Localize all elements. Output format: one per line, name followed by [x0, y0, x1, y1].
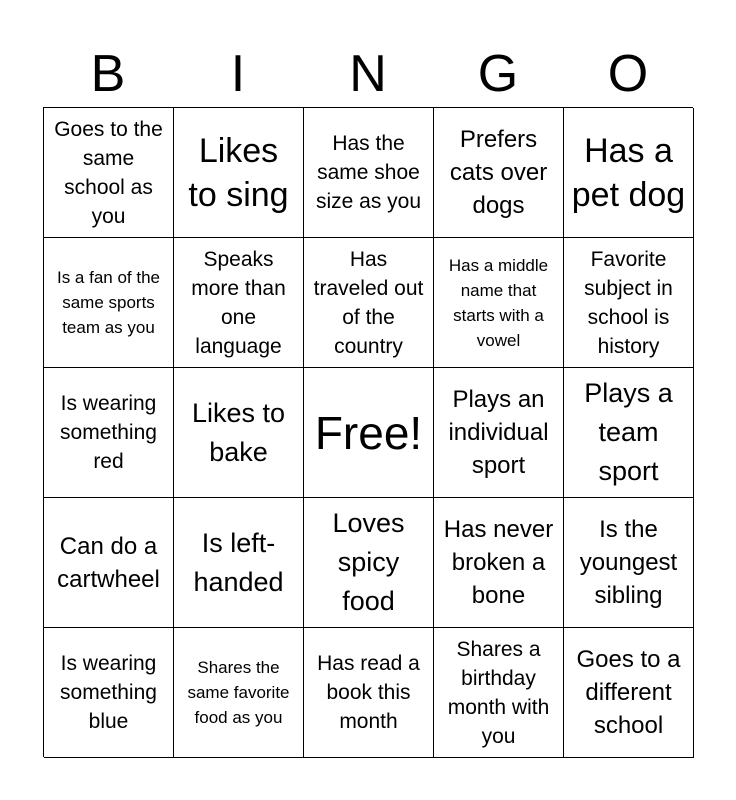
- bingo-cell[interactable]: [434, 368, 564, 498]
- header-letter-i: I: [230, 45, 246, 103]
- bingo-board: [43, 107, 693, 757]
- bingo-cell[interactable]: [44, 108, 174, 238]
- free-space-cell[interactable]: [304, 368, 434, 498]
- cell-text: Goes to the same school as you: [54, 117, 163, 228]
- bingo-cell[interactable]: [44, 498, 174, 628]
- header-letter-b: B: [90, 45, 126, 103]
- cell-text: Is wearing something blue: [60, 652, 157, 733]
- bingo-cell[interactable]: [44, 368, 174, 498]
- cell-text: Speaks more than one language: [191, 247, 286, 358]
- bingo-cell[interactable]: [564, 628, 694, 758]
- bingo-header: [43, 40, 693, 108]
- cell-text: Has the same shoe size as you: [315, 132, 422, 213]
- bingo-cell[interactable]: [304, 238, 434, 368]
- bingo-cell[interactable]: [304, 628, 434, 758]
- bingo-cell[interactable]: [564, 498, 694, 628]
- header-letter-g: G: [477, 45, 519, 103]
- header-letter-o: O: [607, 45, 649, 103]
- cell-text: Is the youngest sibling: [579, 516, 678, 609]
- bingo-cell[interactable]: [44, 628, 174, 758]
- bingo-cell[interactable]: [564, 238, 694, 368]
- bingo-cell[interactable]: [174, 108, 304, 238]
- cell-text: Is wearing something red: [60, 392, 157, 473]
- cell-text: Prefers cats over dogs: [449, 126, 548, 219]
- cell-text: Shares a birthday month with you: [447, 637, 550, 748]
- bingo-cell[interactable]: [564, 368, 694, 498]
- cell-text: Shares the same favorite food as you: [187, 658, 290, 727]
- cell-text: Has read a book this month: [317, 652, 420, 733]
- bingo-cell[interactable]: [434, 238, 564, 368]
- cell-text: Loves spicy food: [332, 508, 405, 616]
- cell-text: Has a middle name that starts with a vowel: [448, 255, 549, 350]
- cell-text: Has never broken a bone: [443, 516, 554, 609]
- bingo-cell[interactable]: [304, 108, 434, 238]
- free-space-text: Free!: [314, 406, 423, 459]
- cell-text: Plays an individual sport: [448, 386, 549, 479]
- bingo-cell[interactable]: [434, 628, 564, 758]
- bingo-cell[interactable]: [434, 498, 564, 628]
- cell-text: Is a fan of the same sports team as you: [56, 268, 160, 337]
- cell-text: Likes to bake: [191, 397, 286, 467]
- bingo-cell[interactable]: [174, 238, 304, 368]
- cell-text: Favorite subject in school is history: [584, 247, 673, 358]
- cell-text: Has traveled out of the country: [313, 247, 424, 358]
- cell-text: Can do a cartwheel: [57, 532, 160, 593]
- cell-text: Plays a team sport: [584, 378, 673, 486]
- bingo-cell[interactable]: [174, 628, 304, 758]
- bingo-cell[interactable]: [564, 108, 694, 238]
- cell-text: Has a pet dog: [571, 131, 686, 214]
- bingo-cell[interactable]: [304, 498, 434, 628]
- bingo-cell[interactable]: [434, 108, 564, 238]
- cell-text: Likes to sing: [188, 131, 289, 214]
- bingo-cell[interactable]: [44, 238, 174, 368]
- header-letter-n: N: [349, 45, 387, 103]
- cell-text: Is left-handed: [193, 527, 284, 597]
- bingo-cell[interactable]: [174, 498, 304, 628]
- bingo-cell[interactable]: [174, 368, 304, 498]
- cell-text: Goes to a different school: [576, 646, 681, 739]
